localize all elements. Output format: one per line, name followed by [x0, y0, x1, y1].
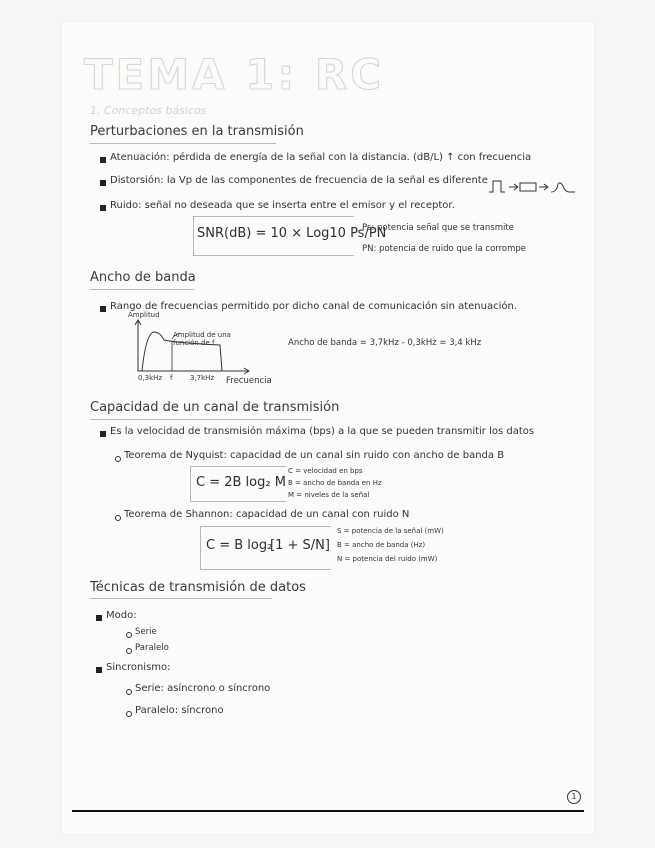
heading-tecnicas: Técnicas de transmisión de datos: [90, 580, 306, 595]
ancho-banda-calculo: Ancho de banda = 3,7kHz - 0,3kHz = 3,4 kHz: [288, 338, 482, 348]
heading-perturbaciones: Perturbaciones en la transmisión: [90, 124, 304, 139]
distorsion-text: Distorsión: la Vp de las componentes de frecuencia de la señal es diferente: [110, 175, 488, 186]
heading-ancho-banda: Ancho de banda: [90, 270, 196, 285]
bullet-circle-icon: [115, 515, 121, 521]
sincronismo-label: Sincronismo:: [106, 662, 171, 673]
ps-description: Ps: potencia señal que se transmite: [362, 223, 514, 233]
heading-underline: [90, 289, 194, 290]
bullet-circle-icon: [126, 648, 132, 654]
nyquist-var-c: C = velocidad en bps: [288, 467, 363, 475]
ruido-text: Ruido: señal no deseada que se inserta entre el emisor y el receptor.: [110, 200, 455, 211]
page-number: 1: [567, 790, 581, 804]
shannon-text: Teorema de Shannon: capacidad de un canal con ruido N: [124, 509, 410, 520]
graph-annotation: Amplitud de una función de f: [173, 331, 231, 347]
bullet-square-icon: [100, 205, 106, 211]
nyquist-text: Teorema de Nyquist: capacidad de un canal sin ruido con ancho de banda B: [124, 450, 505, 461]
page-bottom-rule: [72, 810, 584, 812]
bullet-circle-icon: [126, 689, 132, 695]
pn-description: PN: potencia de ruido que la corrompe: [362, 244, 527, 254]
heading-underline: [90, 419, 312, 420]
bullet-square-icon: [100, 306, 106, 312]
capacidad-definicion: Es la velocidad de transmisión máxima (bps) a la que se pueden transmitir los datos: [110, 426, 535, 437]
heading-capacidad: Capacidad de un canal de transmisión: [90, 400, 340, 415]
bullet-square-icon: [100, 157, 106, 163]
graph-tick-high: 3,7kHz: [190, 374, 215, 382]
page-title: TEMA 1: RC: [84, 50, 385, 99]
shannon-var-n: N = potencia del ruido (mW): [337, 555, 438, 563]
page-subtitle: 1. Conceptos básicos: [90, 104, 207, 117]
nyquist-var-m: M = niveles de la señal: [288, 491, 370, 499]
modo-item-paralelo: Paralelo: [135, 643, 169, 653]
shannon-var-s: S = potencia de la señal (mW): [337, 527, 444, 535]
shannon-formula-right: [1 + S/N]: [270, 538, 330, 553]
bullet-square-icon: [100, 431, 106, 437]
sinc-item-paralelo: Paralelo: síncrono: [135, 705, 224, 716]
bullet-circle-icon: [115, 456, 121, 462]
rango-text: Rango de frecuencias permitido por dicho canal de comunicación sin atenuación.: [110, 301, 518, 312]
snr-formula: SNR(dB) = 10 × Log10 Ps/PN: [197, 226, 387, 241]
sinc-item-serie: Serie: asíncrono o síncrono: [135, 683, 271, 694]
shannon-formula-left: C = B log₂: [206, 538, 273, 553]
graph-tick-low: 0,3kHz: [138, 374, 163, 382]
shannon-var-b: B = ancho de banda (Hz): [337, 541, 426, 549]
bullet-square-icon: [100, 180, 106, 186]
atenuacion-text: Atenuación: pérdida de energía de la señal con la distancia. (dB/L) ↑ con frecuencia: [110, 152, 532, 163]
bullet-square-icon: [96, 615, 102, 621]
distortion-pulse-icon: [487, 178, 579, 198]
heading-underline: [90, 598, 272, 599]
heading-underline: [90, 143, 276, 144]
modo-label: Modo:: [106, 610, 137, 621]
nyquist-formula: C = 2B log₂ M: [196, 475, 286, 490]
nyquist-var-b: B = ancho de banda en Hz: [288, 479, 382, 487]
graph-tick-f: f: [170, 374, 173, 382]
graph-x-label: Frecuencia: [226, 376, 272, 386]
bullet-circle-icon: [126, 711, 132, 717]
bullet-circle-icon: [126, 632, 132, 638]
modo-item-serie: Serie: [135, 627, 157, 637]
graph-y-label: Amplitud: [128, 311, 160, 319]
bullet-square-icon: [96, 667, 102, 673]
